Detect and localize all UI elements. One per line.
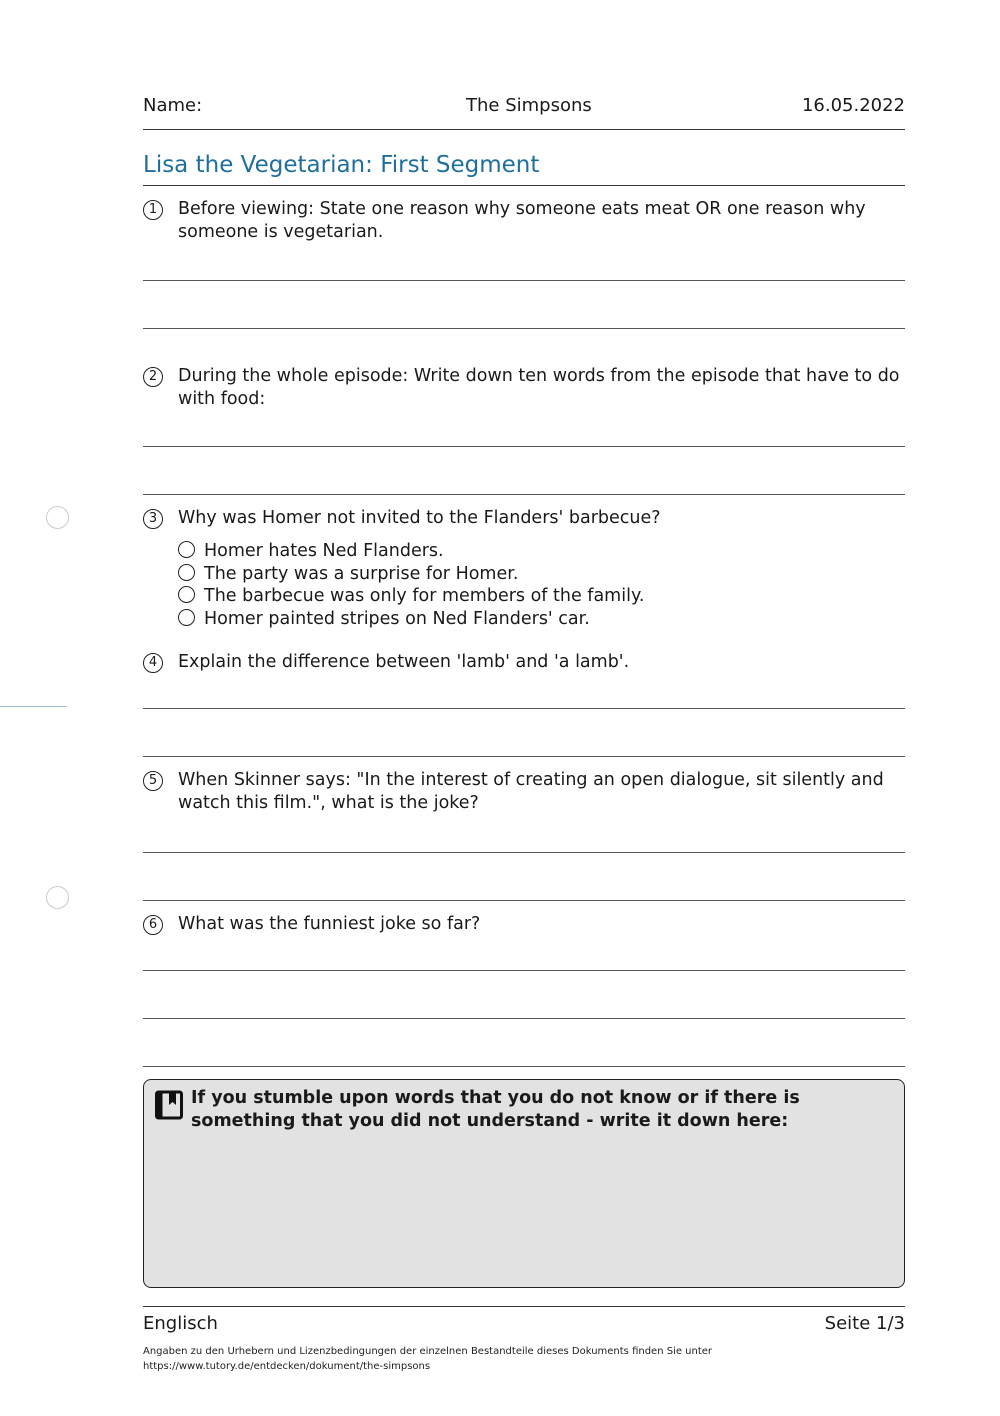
header-subject: The Simpsons xyxy=(466,95,592,116)
question-number: 1 xyxy=(143,200,163,220)
answer-line[interactable] xyxy=(143,970,905,971)
punch-hole-top xyxy=(46,506,69,529)
question-text: Why was Homer not invited to the Flanders' barbecue? xyxy=(178,508,661,528)
answer-line[interactable] xyxy=(143,1066,905,1067)
question-number: 4 xyxy=(143,653,163,673)
question-number: 2 xyxy=(143,367,163,387)
question-text: Explain the difference between 'lamb' and 'a lamb'. xyxy=(178,652,630,672)
answer-line[interactable] xyxy=(143,328,905,329)
option-label: The party was a surprise for Homer. xyxy=(204,564,519,584)
question-number: 6 xyxy=(143,915,163,935)
title-divider xyxy=(143,185,905,186)
credit-text: Angaben zu den Urhebern und Lizenzbedingungen der einzelnen Bestandteile dieses Dokuments finden Sie unter xyxy=(143,1346,713,1357)
radio-circle-icon[interactable] xyxy=(178,541,195,558)
answer-option[interactable] xyxy=(178,585,644,607)
page-number: Seite 1/3 xyxy=(824,1313,905,1334)
answer-line[interactable] xyxy=(143,900,905,901)
question-number: 3 xyxy=(143,509,163,529)
answer-option[interactable] xyxy=(178,540,444,562)
answer-line[interactable] xyxy=(143,852,905,853)
answer-line[interactable] xyxy=(143,280,905,281)
question-text: What was the funniest joke so far? xyxy=(178,914,481,934)
question-number: 5 xyxy=(143,771,163,791)
question-text: During the whole episode: Write down ten words from the episode that have to do with food: xyxy=(178,366,900,409)
fold-mark xyxy=(0,706,67,707)
page-title: Lisa the Vegetarian: First Segment xyxy=(143,152,540,178)
radio-circle-icon[interactable] xyxy=(178,609,195,626)
bookmark-book-icon xyxy=(155,1090,183,1120)
answer-line[interactable] xyxy=(143,1018,905,1019)
answer-line[interactable] xyxy=(143,708,905,709)
punch-hole-bottom xyxy=(46,886,69,909)
notes-instruction: If you stumble upon words that you do not know or if there is something that you did not understand - write it down here: xyxy=(191,1088,800,1131)
name-label: Name: xyxy=(143,95,203,116)
footer-divider xyxy=(143,1306,905,1307)
option-label: Homer painted stripes on Ned Flanders' car. xyxy=(204,609,590,629)
answer-line[interactable] xyxy=(143,494,905,495)
option-label: The barbecue was only for members of the family. xyxy=(204,586,645,606)
option-label: Homer hates Ned Flanders. xyxy=(204,541,444,561)
question-text: Before viewing: State one reason why someone eats meat OR one reason why someone is vegetarian. xyxy=(178,199,866,242)
header-divider xyxy=(143,129,905,130)
answer-line[interactable] xyxy=(143,756,905,757)
radio-circle-icon[interactable] xyxy=(178,586,195,603)
header-date: 16.05.2022 xyxy=(801,95,905,116)
credit-link[interactable]: https://www.tutory.de/entdecken/dokument/the-simpsons xyxy=(143,1361,431,1372)
radio-circle-icon[interactable] xyxy=(178,564,195,581)
answer-option[interactable] xyxy=(178,563,518,585)
question-text: When Skinner says: "In the interest of creating an open dialogue, sit silently and watch this film.", what is the joke? xyxy=(178,770,884,813)
answer-line[interactable] xyxy=(143,446,905,447)
footer-subject: Englisch xyxy=(143,1313,218,1334)
answer-option[interactable] xyxy=(178,608,590,630)
